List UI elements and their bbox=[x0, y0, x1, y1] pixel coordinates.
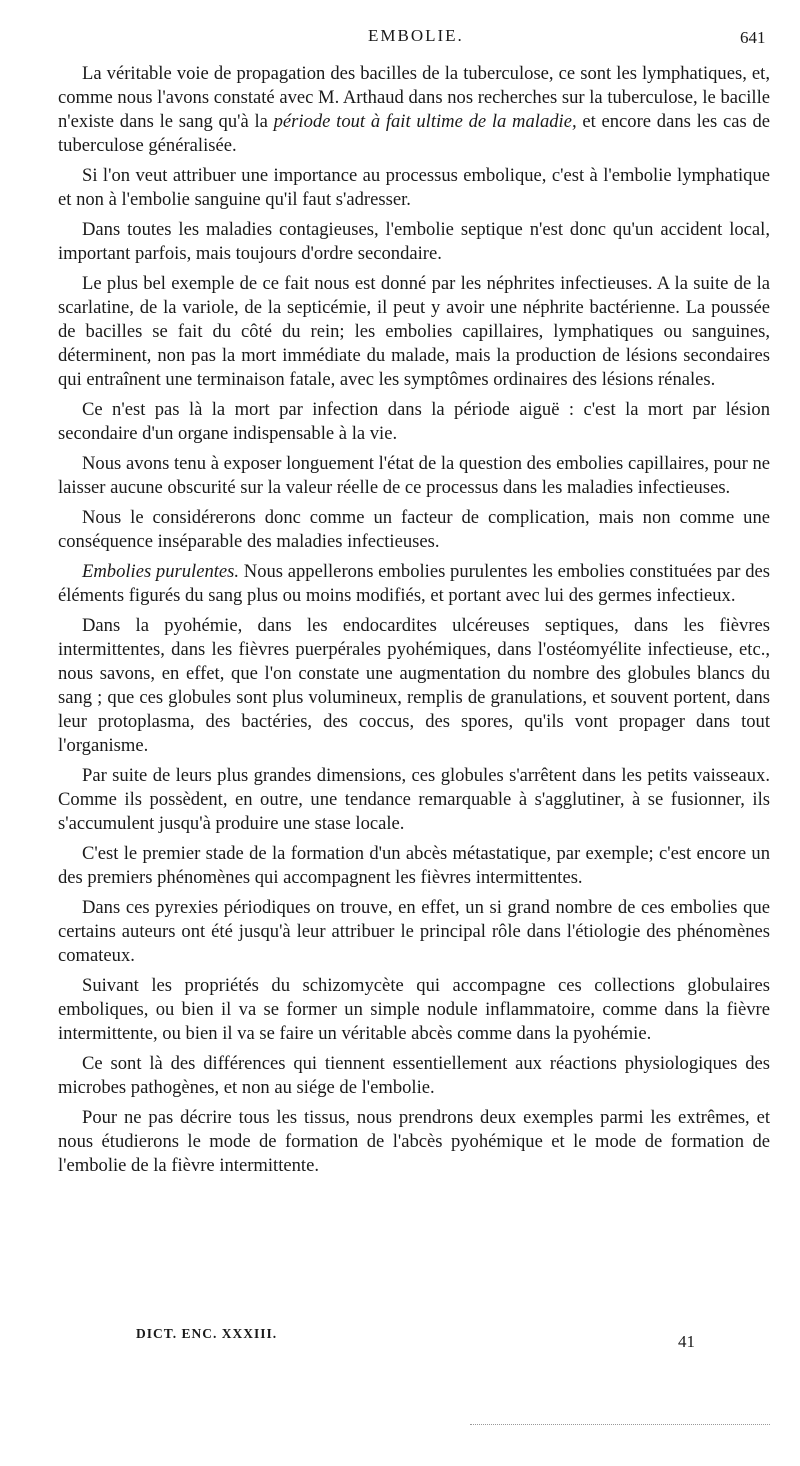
paragraph: C'est le premier stade de la formation d'un abcès métastatique, par exemple; c'est encore un des premiers phénomènes qui accompagnent les fièvres intermittentes. bbox=[58, 843, 770, 888]
paragraph: Nous le considérerons donc comme un facteur de complication, mais non comme une conséquence inséparable des maladies infectieuses. bbox=[58, 507, 770, 552]
paragraph: Pour ne pas décrire tous les tissus, nous prendrons deux exemples parmi les extrêmes, et nous étudierons le mode de formation de l'abcès pyohémique et le mode de formation de l'embolie de la fièvre intermittente. bbox=[58, 1107, 770, 1176]
body-text bbox=[58, 62, 770, 1184]
paragraph: Si l'on veut attribuer une importance au processus embolique, c'est à l'embolie lymphatique et non à l'embolie sanguine qu'il faut s'adresser. bbox=[58, 165, 770, 210]
page-header bbox=[0, 26, 800, 58]
running-title: EMBOLIE. bbox=[368, 26, 464, 45]
signature-label: DICT. ENC. XXXIII. bbox=[136, 1326, 278, 1341]
paragraph: Par suite de leurs plus grandes dimensions, ces globules s'arrêtent dans les petits vaisseaux. Comme ils possèdent, en outre, une tendance remarquable à s'agglutiner, à se fusionner, ils s'accumulent jusqu'à produire une stase locale. bbox=[58, 765, 770, 834]
paragraph: Le plus bel exemple de ce fait nous est donné par les néphrites infectieuses. A la suite de la scarlatine, de la variole, de la septicémie, il peut y avoir une néphrite bactérienne. La poussée de bacilles se fait du côté du rein; les embolies capillaires, lymphatiques ou sanguines, déterminent, non pas la mort immédiate du malade, mais la production de lésions secondaires qui entraînent une terminaison fatale, avec les symptômes ordinaires des lésions rénales. bbox=[58, 273, 770, 390]
paragraph: Ce sont là des différences qui tiennent essentiellement aux réactions physiologiques des microbes pathogènes, et non au siége de l'embolie. bbox=[58, 1053, 770, 1098]
paragraph: La véritable voie de propagation des bacilles de la tuberculose, ce sont les lymphatiques, et, comme nous l'avons constaté avec M. Arthaud dans nos recherches sur la tuberculose, le bacille n'existe dans le sang qu'à la période tout à fait ultime de la maladie, et encore dans les cas de tuberculose généralisée. bbox=[58, 63, 770, 156]
paragraph: Ce n'est pas là la mort par infection dans la période aiguë : c'est la mort par lésion secondaire d'un organe indispensable à la vie. bbox=[58, 399, 770, 444]
paragraph: Dans ces pyrexies périodiques on trouve, en effet, un si grand nombre de ces embolies que certains auteurs ont été jusqu'à leur attribuer le principal rôle dans l'étiologie des phénomènes comateux. bbox=[58, 897, 770, 966]
paragraph: Dans toutes les maladies contagieuses, l'embolie septique n'est donc qu'un accident local, important parfois, mais toujours d'ordre secondaire. bbox=[58, 219, 770, 264]
paragraph: Dans la pyohémie, dans les endocardites ulcéreuses septiques, dans les fièvres intermittentes, dans les fièvres puerpérales pyohémiques, dans l'ostéomyélite infectieuse, etc., nous savons, en effet, que l'on constate une augmentation du nombre des globules blancs du sang ; que ces globules sont plus volumineux, remplis de granulations, et souvent portent, dans leur protoplasma, des bactéries, des coccus, des spores, qu'ils vont propager dans tout l'organisme. bbox=[58, 615, 770, 756]
page-footer bbox=[0, 1326, 800, 1356]
page-number: 641 bbox=[740, 28, 766, 47]
paragraph-section-heading: Embolies purulentes. Nous appellerons embolies purulentes les embolies constituées par des éléments figurés du sang plus ou moins modifiés, et portant avec lui des germes infectieux. bbox=[58, 561, 770, 606]
section-title: Embolies purulentes. bbox=[82, 561, 240, 582]
paragraph: Nous avons tenu à exposer longuement l'état de la question des embolies capillaires, pour ne laisser aucune obscurité sur la valeur réelle de ce processus dans les maladies infectieuses. bbox=[58, 453, 770, 498]
bottom-rule bbox=[470, 1424, 770, 1425]
signature-number: 41 bbox=[678, 1332, 695, 1351]
paragraph: Suivant les propriétés du schizomycète qui accompagne ces collections globulaires emboliques, ou bien il va se former un simple nodule inflammatoire, comme dans la fièvre intermittente, ou bien il va se faire un véritable abcès comme dans la pyohémie. bbox=[58, 975, 770, 1044]
